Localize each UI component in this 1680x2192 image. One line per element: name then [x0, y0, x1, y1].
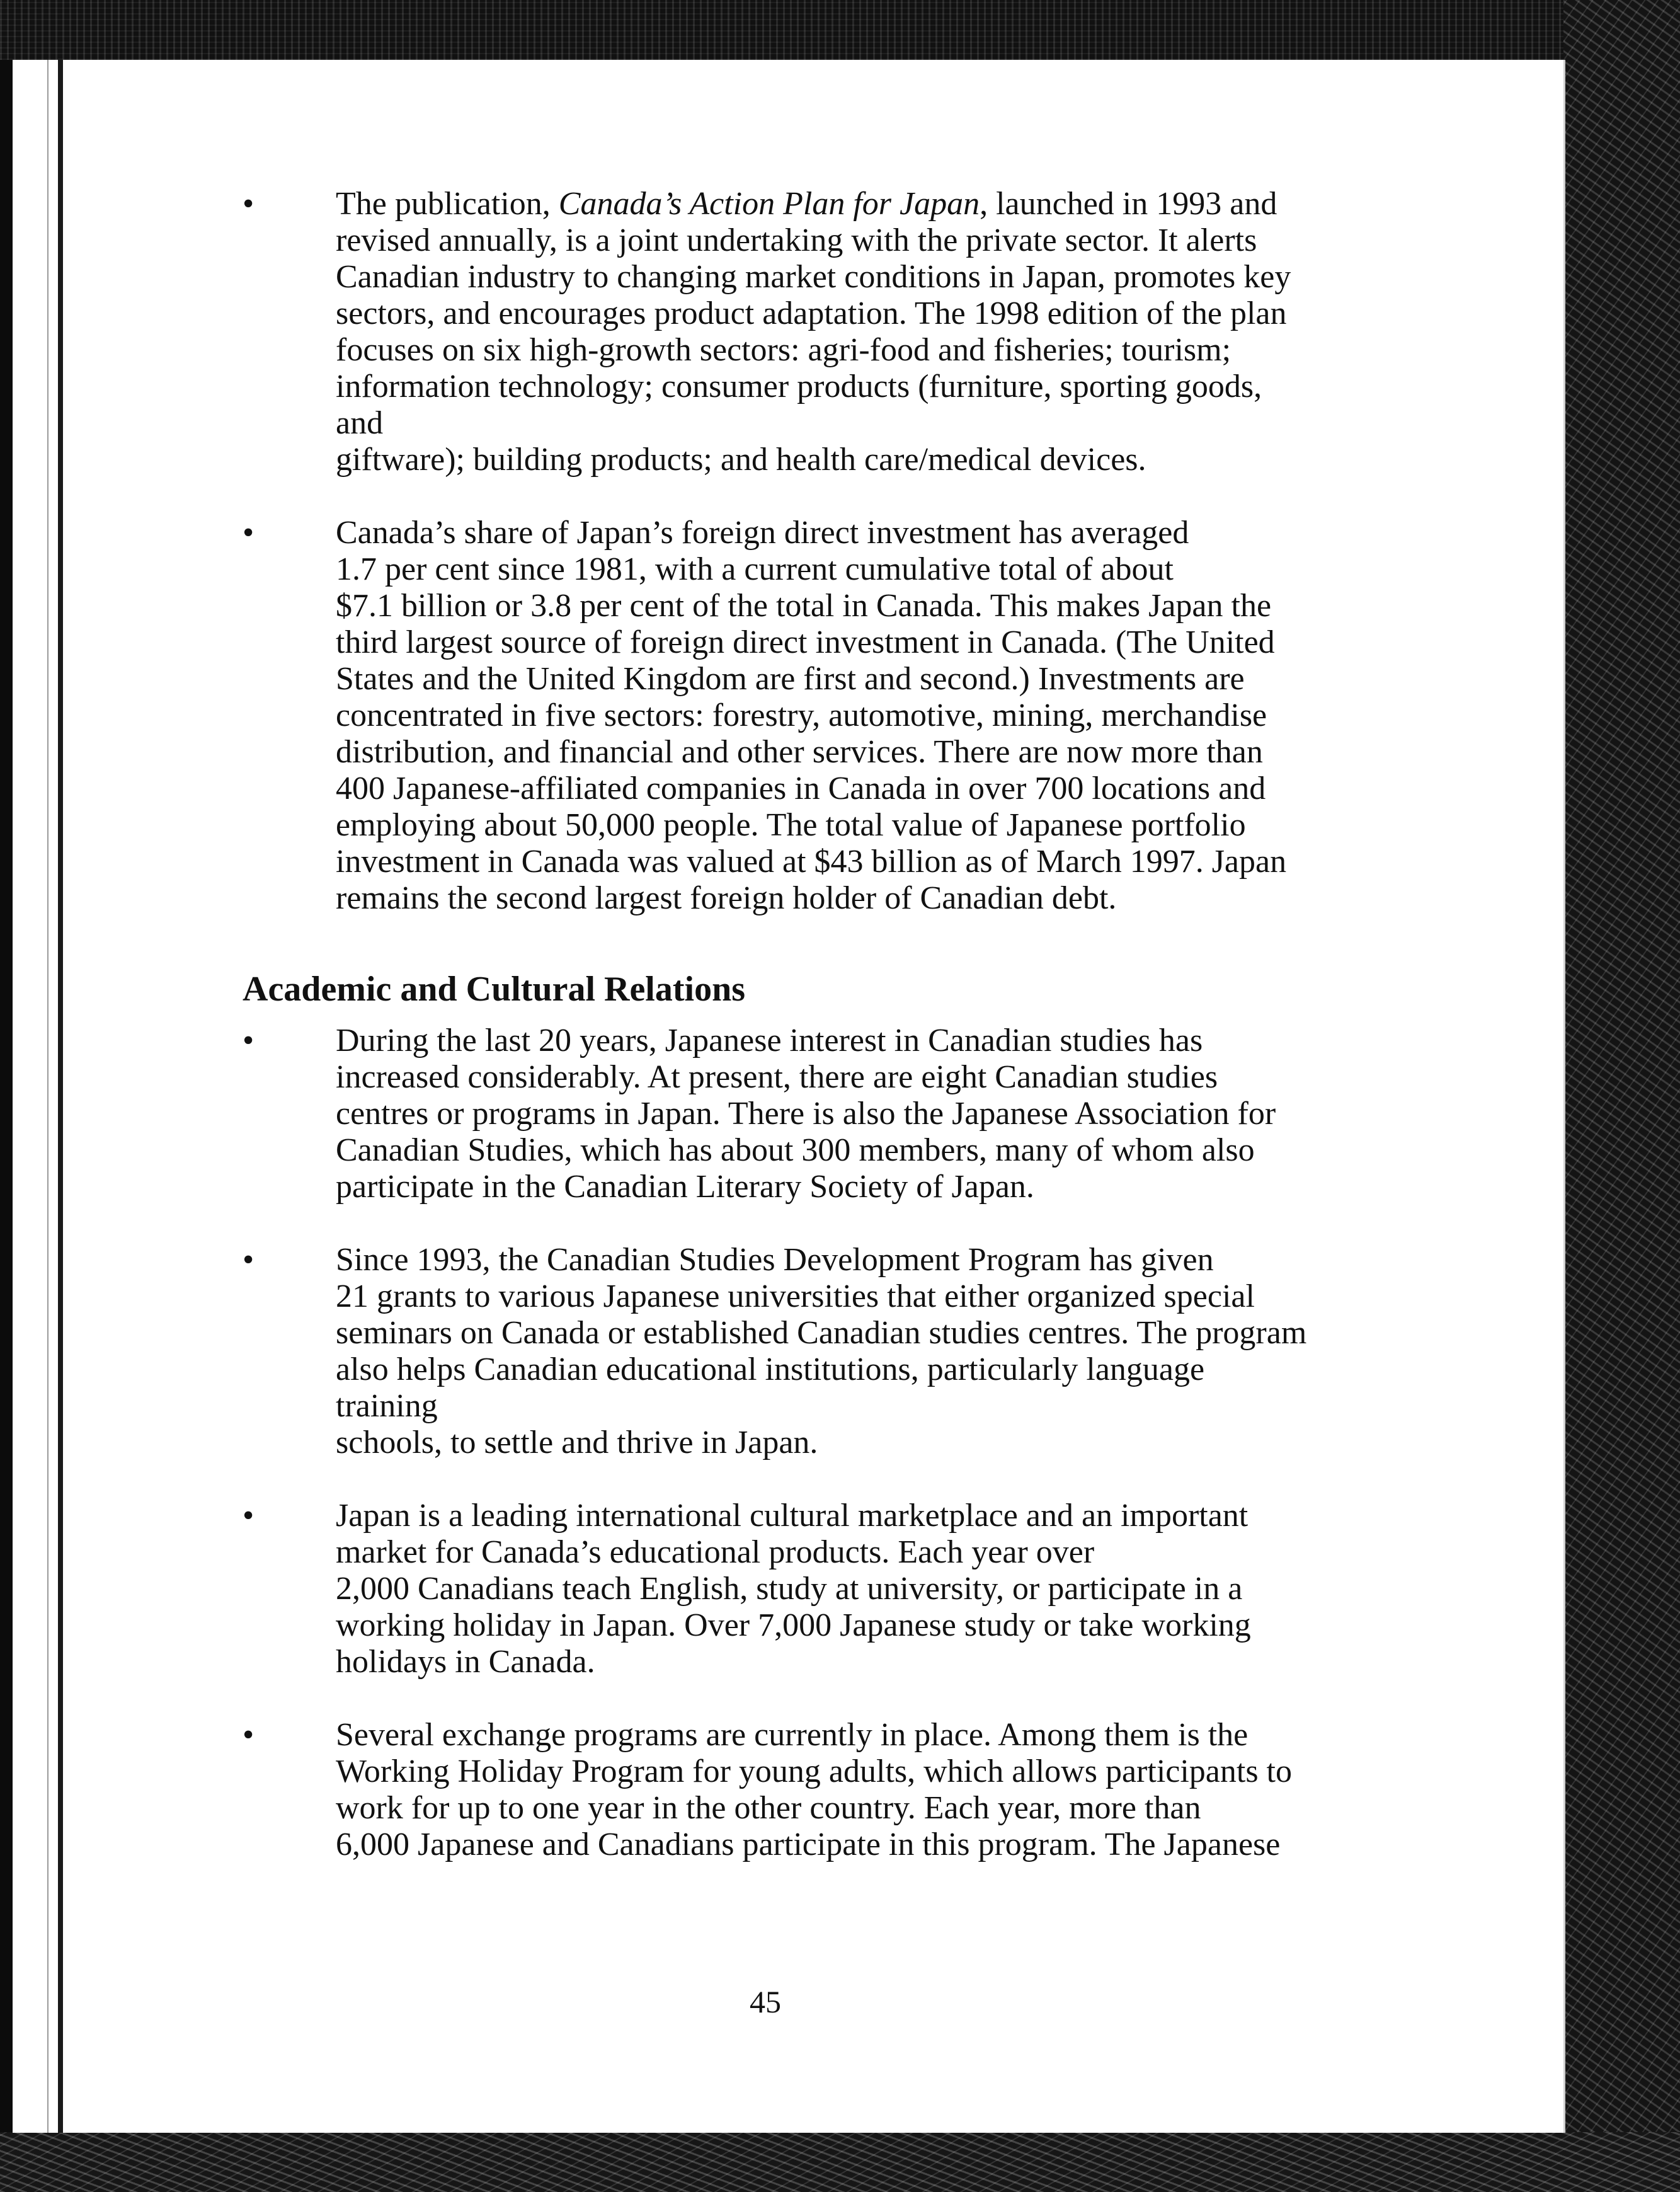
bullet-item-action-plan: [243, 186, 1307, 478]
binding-edge-thin: [47, 60, 49, 2133]
text-line: remains the second largest foreign holder of Canadian debt.: [336, 880, 1117, 916]
document-body: [243, 186, 1307, 1863]
text-line: sectors, and encourages product adaptation. The 1998 edition of the plan: [336, 296, 1287, 331]
text-line: Working Holiday Program for young adults, which allows participants to: [336, 1753, 1293, 1789]
text-line: focuses on six high-growth sectors: agri-food and fisheries; tourism;: [336, 332, 1231, 368]
text-line: 1.7 per cent since 1981, with a current cumulative total of about: [336, 551, 1174, 587]
text-line: third largest source of foreign direct investment in Canada. (The United: [336, 624, 1275, 660]
paragraph-development-program: [336, 1242, 1307, 1461]
text-line: giftware); building products; and health care/medical devices.: [336, 442, 1146, 478]
bullet-marker: •: [243, 515, 254, 551]
page-number: 45: [750, 1984, 781, 2019]
text-line: 2,000 Canadians teach English, study at university, or participate in a: [336, 1571, 1243, 1607]
text-line: information technology; consumer products (furniture, sporting goods, and: [336, 369, 1262, 441]
text-line: Japan is a leading international cultural marketplace and an important: [336, 1498, 1249, 1534]
bullet-item-investment: [243, 515, 1307, 917]
text-line: distribution, and financial and other services. There are now more than: [336, 734, 1263, 770]
text-line: increased considerably. At present, there are eight Canadian studies: [336, 1059, 1218, 1095]
section-heading: Academic and Cultural Relations: [243, 970, 745, 1009]
text-line: holidays in Canada.: [336, 1644, 595, 1680]
text-line: employing about 50,000 people. The total value of Japanese portfolio: [336, 807, 1246, 843]
scan-border-right: [1563, 0, 1680, 2192]
text-line: investment in Canada was valued at $43 billion as of March 1997. Japan: [336, 844, 1287, 880]
paragraph-action-plan: [336, 186, 1307, 478]
text-line: working holiday in Japan. Over 7,000 Japanese study or take working: [336, 1607, 1251, 1643]
text-line: work for up to one year in the other country. Each year, more than: [336, 1790, 1201, 1826]
paragraph-canadian-studies: [336, 1023, 1307, 1205]
text-line: Several exchange programs are currently in place. Among them is the: [336, 1717, 1249, 1753]
scan-border-top: [0, 0, 1680, 60]
text-line: , launched in 1993 and: [980, 186, 1277, 222]
text-line: During the last 20 years, Japanese interest in Canadian studies has: [336, 1023, 1203, 1059]
text-line: Canada’s share of Japan’s foreign direct investment has averaged: [336, 515, 1189, 551]
text-line: $7.1 billion or 3.8 per cent of the total in Canada. This makes Japan the: [336, 588, 1272, 624]
bullet-item-cultural-marketplace: [243, 1498, 1307, 1680]
publication-title: Canada’s Action Plan for Japan: [558, 186, 980, 222]
text-line: 6,000 Japanese and Canadians participate in this program. The Japanese: [336, 1827, 1281, 1862]
text-line: seminars on Canada or established Canadian studies centres. The program: [336, 1315, 1307, 1351]
text-line: 400 Japanese-affiliated companies in Canada in over 700 locations and: [336, 771, 1266, 806]
text-line: revised annually, is a joint undertaking with the private sector. It alerts: [336, 222, 1257, 258]
bullet-marker: •: [243, 1242, 254, 1278]
paragraph-cultural-marketplace: [336, 1498, 1307, 1680]
bullet-marker: •: [243, 1498, 254, 1534]
text-line: States and the United Kingdom are first and second.) Investments are: [336, 661, 1245, 697]
bullet-marker: •: [243, 186, 254, 222]
text-line: centres or programs in Japan. There is also the Japanese Association for: [336, 1096, 1276, 1132]
text-line: 21 grants to various Japanese universities that either organized special: [336, 1278, 1255, 1314]
text-line: market for Canada’s educational products. Each year over: [336, 1534, 1095, 1570]
text-line: schools, to settle and thrive in Japan.: [336, 1425, 818, 1460]
bullet-marker: •: [243, 1023, 254, 1059]
bullet-item-canadian-studies: [243, 1023, 1307, 1205]
paragraph-investment: [336, 515, 1307, 917]
text-line: participate in the Canadian Literary Society of Japan.: [336, 1169, 1034, 1205]
text-line: Canadian industry to changing market conditions in Japan, promotes key: [336, 259, 1291, 295]
bullet-item-exchange-programs: [243, 1717, 1307, 1863]
text-line: Since 1993, the Canadian Studies Development Program has given: [336, 1242, 1214, 1278]
bullet-marker: •: [243, 1717, 254, 1753]
text-line: The publication,: [336, 186, 559, 222]
binding-edge: [58, 60, 63, 2133]
scan-border-bottom: [0, 2132, 1680, 2192]
bullet-item-development-program: [243, 1242, 1307, 1461]
paragraph-exchange-programs: [336, 1717, 1307, 1863]
text-line: concentrated in five sectors: forestry, automotive, mining, merchandise: [336, 697, 1267, 733]
text-line: Canadian Studies, which has about 300 members, many of whom also: [336, 1132, 1255, 1168]
text-line: also helps Canadian educational institutions, particularly language training: [336, 1351, 1205, 1424]
